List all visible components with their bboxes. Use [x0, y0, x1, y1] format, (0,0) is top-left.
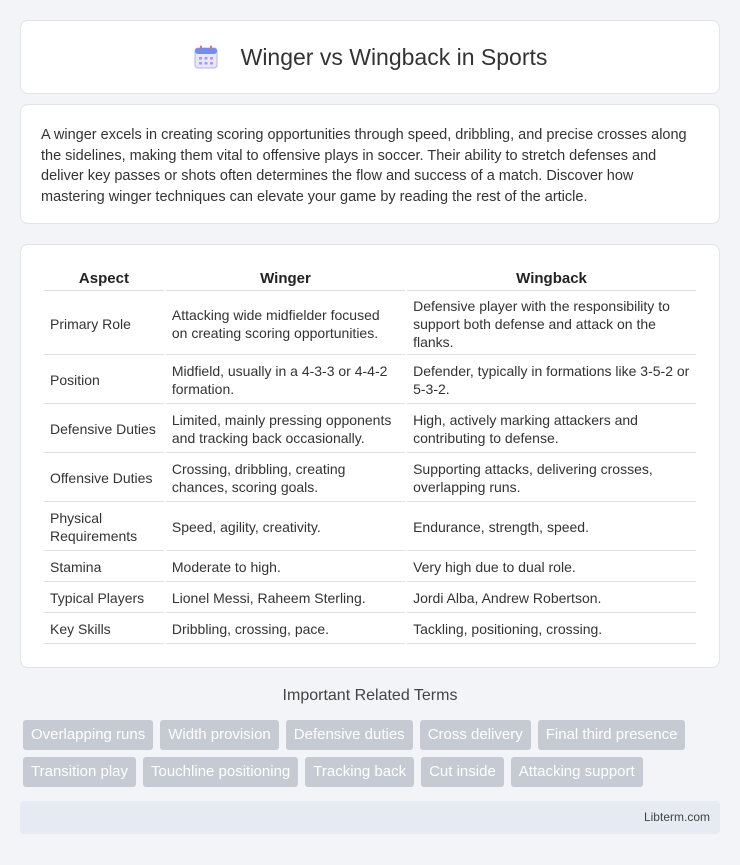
related-term-tag[interactable]: Overlapping runs: [23, 720, 153, 750]
table-cell-aspect: Position: [44, 357, 164, 404]
table-cell-aspect: Primary Role: [44, 293, 164, 355]
intro-card: [20, 104, 720, 224]
table-row: [44, 615, 696, 644]
table-cell-winger: Lionel Messi, Raheem Sterling.: [166, 584, 405, 613]
header-winger: Winger: [166, 267, 405, 291]
table-header-row: [44, 267, 696, 291]
table-cell-aspect: Physical Requirements: [44, 504, 164, 551]
footer-site-link[interactable]: Libterm.com: [643, 810, 710, 824]
related-term-tag[interactable]: Defensive duties: [286, 720, 413, 750]
related-terms-list: [23, 720, 723, 794]
related-term-tag[interactable]: Attacking support: [511, 757, 643, 787]
table-cell-winger: Speed, agility, creativity.: [166, 504, 405, 551]
table-row: [44, 293, 696, 355]
table-row: [44, 455, 696, 502]
table-row: [44, 406, 696, 453]
table-row: [44, 553, 696, 582]
related-term-tag[interactable]: Touchline positioning: [143, 757, 298, 787]
table-cell-wingback: Defender, typically in formations like 3-5-2 or 5-3-2.: [407, 357, 696, 404]
table-cell-winger: Midfield, usually in a 4-3-3 or 4-4-2 formation.: [166, 357, 405, 404]
table-row: [44, 584, 696, 613]
comparison-table-card: [20, 244, 720, 668]
related-terms-title: Important Related Terms: [282, 687, 458, 704]
table-cell-wingback: Jordi Alba, Andrew Robertson.: [407, 584, 696, 613]
table-cell-winger: Moderate to high.: [166, 553, 405, 582]
table-cell-aspect: Defensive Duties: [44, 406, 164, 453]
related-term-tag[interactable]: Transition play: [23, 757, 136, 787]
page-title: Winger vs Wingback in Sports: [240, 43, 548, 70]
intro-text: A winger excels in creating scoring opportunities through speed, dribbling, and precise crosses along the sidelines, making them vital to offensive plays in soccer. Their ability to stretch defenses and deliver key passes or shots often determines the flow and success of a match. Discover how mastering winger techniques can elevate your game by reading the rest of the article.: [41, 127, 687, 205]
header-card: [20, 20, 720, 94]
table-cell-wingback: Endurance, strength, speed.: [407, 504, 696, 551]
table-row: [44, 504, 696, 551]
table-cell-aspect: Typical Players: [44, 584, 164, 613]
header-aspect: Aspect: [44, 267, 164, 291]
table-cell-aspect: Key Skills: [44, 615, 164, 644]
table-cell-wingback: Supporting attacks, delivering crosses, overlapping runs.: [407, 455, 696, 502]
footer: [20, 801, 720, 834]
related-term-tag[interactable]: Width provision: [160, 720, 279, 750]
table-cell-winger: Limited, mainly pressing opponents and tracking back occasionally.: [166, 406, 405, 453]
header-wingback: Wingback: [407, 267, 696, 291]
table-cell-winger: Attacking wide midfielder focused on creating scoring opportunities.: [166, 293, 405, 355]
related-term-tag[interactable]: Tracking back: [305, 757, 414, 787]
table-cell-aspect: Stamina: [44, 553, 164, 582]
table-cell-wingback: High, actively marking attackers and contributing to defense.: [407, 406, 696, 453]
table-cell-aspect: Offensive Duties: [44, 455, 164, 502]
table-cell-winger: Dribbling, crossing, pace.: [166, 615, 405, 644]
table-cell-winger: Crossing, dribbling, creating chances, scoring goals.: [166, 455, 405, 502]
table-cell-wingback: Very high due to dual role.: [407, 553, 696, 582]
table-row: [44, 357, 696, 404]
table-cell-wingback: Tackling, positioning, crossing.: [407, 615, 696, 644]
calendar-icon: [193, 44, 219, 70]
related-term-tag[interactable]: Cross delivery: [420, 720, 531, 750]
comparison-table: [42, 265, 698, 646]
related-term-tag[interactable]: Cut inside: [421, 757, 504, 787]
related-term-tag[interactable]: Final third presence: [538, 720, 686, 750]
table-cell-wingback: Defensive player with the responsibility to support both defense and attack on the flanks.: [407, 293, 696, 355]
